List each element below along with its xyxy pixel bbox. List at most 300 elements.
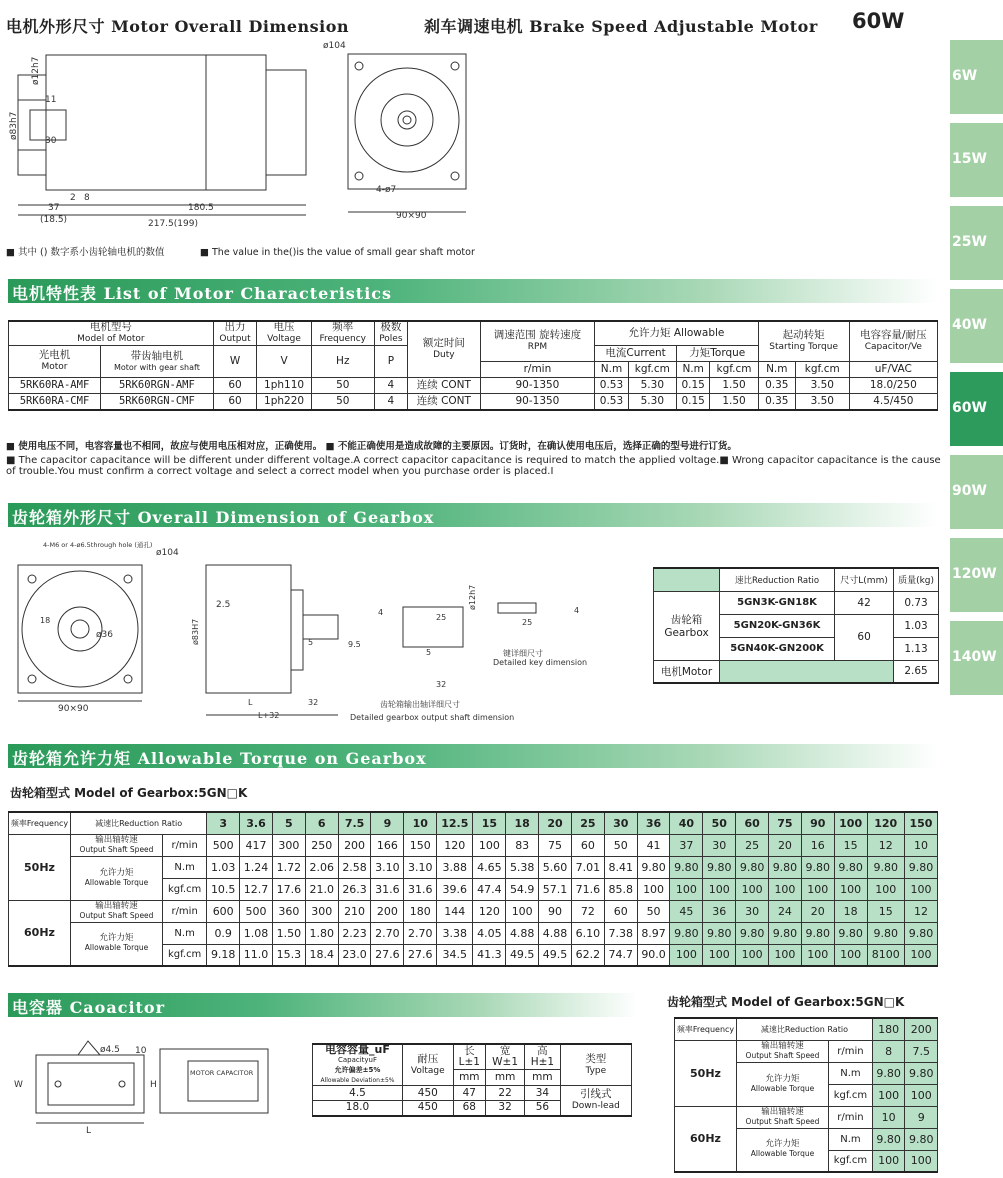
mass-row-3: 1.13 [894, 637, 939, 660]
ratio-6: 6 [305, 812, 338, 834]
cell-kgf: 100 [670, 944, 703, 966]
cell-nm: 9.80 [670, 922, 703, 944]
ratio-30: 30 [604, 812, 637, 834]
h-output: 出力 Output [213, 321, 256, 346]
cell-nm: 9.80 [736, 922, 769, 944]
char-rpm: 90-1350 [480, 394, 595, 410]
u-mm3: mm [525, 1069, 560, 1085]
char-c2: 5.30 [628, 378, 676, 394]
cell-nm: 1.80 [305, 922, 338, 944]
cell-kgf: 100 [904, 878, 937, 900]
cell-rpm: 15 [834, 834, 867, 856]
cell-rpm: 166 [371, 834, 404, 856]
cell-nm: 2.70 [371, 922, 404, 944]
cell-nm: 9.80 [905, 1128, 938, 1150]
table-row [675, 1040, 938, 1062]
h-model: 电机型号 Model of Motor [9, 321, 214, 346]
cell-rpm: 30 [703, 834, 736, 856]
cell-kgf: 26.3 [338, 878, 371, 900]
cell-rpm: 120 [437, 834, 473, 856]
cell-rpm: 60 [571, 834, 604, 856]
cell-nm: 1.24 [240, 856, 273, 878]
cell-rpm: 12 [904, 900, 937, 922]
dim-217-5: 217.5(199) [148, 219, 198, 229]
cell-rpm: 24 [769, 900, 802, 922]
u-kgf1: kgf.cm [628, 362, 676, 378]
cell-kgf: 31.6 [371, 878, 404, 900]
char-c2: 5.30 [628, 394, 676, 410]
cell-nm: 9.80 [867, 922, 904, 944]
dim-4-d7: 4-ø7 [376, 185, 397, 195]
cell-nm: 9.80 [872, 1128, 905, 1150]
note-small-gear-en: ■ The value in the()is the value of small gear shaft motor [200, 247, 475, 258]
dim-11: 11 [45, 95, 57, 105]
freq-f50: 50Hz [675, 1040, 737, 1106]
cell-nm: 1.03 [207, 856, 240, 878]
table-row [9, 394, 938, 410]
cell-rpm: 500 [240, 900, 273, 922]
h-frequency: 频率Frequency [9, 812, 71, 834]
label-speed: 输出轴转速 Output Shaft Speed [737, 1040, 829, 1062]
cell-rpm: 50 [604, 834, 637, 856]
cell-kgf: 47.4 [473, 878, 506, 900]
ratio-25: 25 [571, 812, 604, 834]
gearbox-label: 齿轮箱 Gearbox [654, 591, 720, 660]
torque-table-2 [674, 1017, 938, 1173]
cell-rpm: 10 [872, 1106, 905, 1128]
cell-rpm: 300 [305, 900, 338, 922]
capacitor-front-shape [36, 1055, 144, 1113]
label-speed: 输出轴转速 Output Shaft Speed [737, 1106, 829, 1128]
ratio-12.5: 12.5 [437, 812, 473, 834]
dim-d83h7: ø83h7 [9, 111, 19, 140]
h-frequency: 频率Frequency [675, 1018, 737, 1040]
cell-rpm: 83 [506, 834, 539, 856]
cell-rpm: 15 [867, 900, 904, 922]
cell-kgf: 49.5 [539, 944, 572, 966]
unit-rpm: r/min [163, 900, 207, 922]
mass-row-1: 0.73 [894, 591, 939, 614]
cell-kgf: 100 [905, 1084, 938, 1106]
h-ratio: 减速比Reduction Ratio [71, 812, 207, 834]
cell-nm: 4.88 [506, 922, 539, 944]
table-row [675, 1106, 938, 1128]
dim-holes: 4-M6 or 4-ø6.5through hole (通孔) [43, 541, 153, 549]
dim-key-4b: 4 [574, 606, 580, 615]
ratio-90: 90 [801, 812, 834, 834]
cell-rpm: 250 [305, 834, 338, 856]
cell-kgf: 100 [872, 1150, 905, 1172]
dim-L32: L+32 [258, 711, 280, 720]
cell-nm: 9.80 [801, 856, 834, 878]
label-torque: 允许力矩 Allowable Torque [71, 922, 163, 966]
cell-rpm: 100 [473, 834, 506, 856]
motor-capacitor-label: MOTOR CAPACITOR [190, 1069, 254, 1077]
cell-kgf: 100 [834, 944, 867, 966]
table-row [9, 900, 938, 922]
char-rpm: 90-1350 [480, 378, 595, 394]
cell-rpm: 25 [736, 834, 769, 856]
h-cap-w: 宽 W±1 [486, 1044, 525, 1069]
unit-rpm: r/min [829, 1040, 873, 1062]
cell-rpm: 10 [904, 834, 937, 856]
cell-kgf: 100 [905, 1150, 938, 1172]
cap-row-1-w: 22 [486, 1086, 525, 1101]
dim-9-5: 9.5 [348, 640, 361, 649]
note-small-gear-cn: ■ 其中 () 数字系小齿轮轴电机的数值 [6, 247, 165, 258]
cell-kgf: 54.9 [506, 878, 539, 900]
dim-d36: ø36 [96, 630, 113, 640]
unit-nm: N.m [829, 1128, 873, 1150]
label-torque: 允许力矩 Allowable Torque [71, 856, 163, 900]
cell-nm: 1.08 [240, 922, 273, 944]
char-s1: 0.35 [758, 394, 795, 410]
key-detail-en: Detailed key dimension [493, 658, 588, 667]
char-v: 1ph220 [257, 394, 312, 410]
cell-rpm: 16 [801, 834, 834, 856]
cell-kgf: 41.3 [473, 944, 506, 966]
u-nm3: N.m [758, 362, 795, 378]
char-s1: 0.35 [758, 378, 795, 394]
char-v: 1ph110 [257, 378, 312, 394]
char-m1: 5RK60RA-AMF [9, 378, 101, 394]
unit-nm: N.m [829, 1062, 873, 1084]
h-ratio: 减速比Reduction Ratio [737, 1018, 873, 1040]
ratio-36: 36 [637, 812, 670, 834]
cap-row-2-c: 18.0 [313, 1101, 403, 1116]
cell-kgf: 15.3 [272, 944, 305, 966]
h-allowable: 允许力矩 Allowable [595, 321, 758, 346]
cell-kgf: 100 [904, 944, 937, 966]
h-speed: 调速范围 旋转速度 RPM [480, 321, 595, 362]
unit-rpm: r/min [829, 1106, 873, 1128]
ratio-row-2: 5GN20K-GN36K [720, 614, 835, 637]
u-kgf2: kgf.cm [710, 362, 758, 378]
gearbox-face-shape [18, 565, 142, 693]
h-current: 电流Current [595, 346, 677, 362]
char-m1: 5RK60RA-CMF [9, 394, 101, 410]
cell-kgf: 100 [736, 878, 769, 900]
cap-row-1-v: 450 [403, 1086, 454, 1101]
cell-rpm: 72 [571, 900, 604, 922]
motor-face-outer-circle [355, 68, 459, 172]
cell-kgf: 100 [769, 944, 802, 966]
cell-kgf: 100 [703, 878, 736, 900]
cap-row-2-w: 32 [486, 1101, 525, 1116]
dim-d83H7: ø83H7 [191, 618, 200, 645]
u-nm2: N.m [676, 362, 709, 378]
cell-kgf: 85.8 [604, 878, 637, 900]
table-row [9, 378, 938, 394]
cap-row-2-h: 56 [525, 1101, 560, 1116]
motor-mass: 2.65 [894, 660, 939, 683]
cell-nm: 3.10 [371, 856, 404, 878]
u-mm2: mm [486, 1069, 525, 1085]
cell-nm: 9.80 [904, 856, 937, 878]
char-hz: 50 [311, 378, 374, 394]
dim-d104: ø104 [323, 41, 346, 51]
gearbox-dimension-drawing [8, 535, 608, 725]
cell-kgf: 34.5 [437, 944, 473, 966]
cell-kgf: 18.4 [305, 944, 338, 966]
motor-flange-shape [18, 75, 46, 175]
freq-f60: 60Hz [675, 1106, 737, 1172]
size-row-2: 60 [835, 614, 894, 660]
h-cap-voltage: 耐压 Voltage [403, 1044, 454, 1086]
cell-kgf: 31.6 [404, 878, 437, 900]
h-torque: 力矩Torque [676, 346, 758, 362]
cell-nm: 3.10 [404, 856, 437, 878]
cell-kgf: 49.5 [506, 944, 539, 966]
cell-nm: 2.58 [338, 856, 371, 878]
cell-kgf: 100 [736, 944, 769, 966]
cell-kgf: 100 [637, 878, 670, 900]
cell-nm: 5.38 [506, 856, 539, 878]
sidebar-item-40w[interactable]: 40W [950, 289, 1003, 363]
char-m2: 5RK60RGN-CMF [101, 394, 214, 410]
shaft-detail-en: Detailed gearbox output shaft dimension [350, 713, 515, 722]
dim-2-5: 2.5 [216, 600, 231, 610]
torque-model-title-2: 齿轮箱型式 Model of Gearbox:5GN□K [667, 995, 905, 1009]
sidebar-item-140w[interactable]: 140W [950, 621, 1003, 695]
table-row [9, 812, 938, 834]
cap-type: 引线式 Down-lead [560, 1086, 631, 1116]
label-speed: 输出轴转速 Output Shaft Speed [71, 834, 163, 856]
cell-nm: 2.06 [305, 856, 338, 878]
motor-end-shape [266, 70, 306, 175]
char-s2: 3.50 [795, 378, 849, 394]
char-c1: 0.53 [595, 394, 628, 410]
unit-kgf: kgf.cm [163, 944, 207, 966]
cell-rpm: 600 [207, 900, 240, 922]
dim-cap-W: W [14, 1080, 23, 1090]
cell-kgf: 27.6 [371, 944, 404, 966]
h-plain-motor: 光电机 Motor [9, 346, 101, 378]
cap-row-2-v: 450 [403, 1101, 454, 1116]
char-p: 4 [374, 394, 407, 410]
dim-cap-H: H [150, 1080, 157, 1090]
cell-kgf: 23.0 [338, 944, 371, 966]
cell-kgf: 71.6 [571, 878, 604, 900]
dim-shaft-32: 32 [436, 680, 447, 689]
cell-nm: 2.23 [338, 922, 371, 944]
cell-rpm: 100 [506, 900, 539, 922]
cell-kgf: 21.0 [305, 878, 338, 900]
unit-kgf: kgf.cm [829, 1150, 873, 1172]
dim-gb-5: 5 [308, 638, 314, 647]
cell-nm: 8.97 [637, 922, 670, 944]
dim-180-5: 180.5 [188, 203, 214, 213]
dim-30: 30 [45, 136, 57, 146]
ratio-15: 15 [473, 812, 506, 834]
section-gearbox-dimension: 齿轮箱外形尺寸 Overall Dimension of Gearbox [8, 503, 938, 527]
cell-nm: 3.38 [437, 922, 473, 944]
cell-nm: 2.70 [404, 922, 437, 944]
cell-nm: 4.05 [473, 922, 506, 944]
section-capacitor: 电容器 Caoacitor [8, 993, 638, 1017]
section-characteristics: 电机特性表 List of Motor Characteristics [8, 279, 938, 303]
ratio-9: 9 [371, 812, 404, 834]
unit-nm: N.m [163, 922, 207, 944]
cell-kgf: 100 [670, 878, 703, 900]
cell-rpm: 30 [736, 900, 769, 922]
cell-nm: 9.80 [904, 922, 937, 944]
ratio-75: 75 [769, 812, 802, 834]
cell-rpm: 500 [207, 834, 240, 856]
cell-rpm: 41 [637, 834, 670, 856]
sidebar-item-15w[interactable]: 15W [950, 123, 1003, 197]
ratio-5: 5 [272, 812, 305, 834]
char-duty: 连续 CONT [408, 378, 481, 394]
cap-row-1-l: 47 [453, 1086, 485, 1101]
cell-rpm: 20 [769, 834, 802, 856]
table-row [9, 922, 938, 944]
sidebar-item-120w[interactable]: 120W [950, 538, 1003, 612]
cell-rpm: 180 [404, 900, 437, 922]
gearbox-shaft-shape [303, 615, 338, 639]
dim-key-25: 25 [522, 618, 533, 627]
cell-rpm: 45 [670, 900, 703, 922]
h-mass: 质量(kg) [894, 568, 939, 591]
capacitor-drawing [8, 1035, 288, 1135]
cell-kgf: 27.6 [404, 944, 437, 966]
ratio-50: 50 [703, 812, 736, 834]
cell-kgf: 12.7 [240, 878, 273, 900]
cell-rpm: 12 [867, 834, 904, 856]
sidebar-item-25w[interactable]: 25W [950, 206, 1003, 280]
table-row [9, 834, 938, 856]
char-w: 60 [213, 378, 256, 394]
char-t1: 0.15 [676, 378, 709, 394]
char-s2: 3.50 [795, 394, 849, 410]
cell-nm: 7.38 [604, 922, 637, 944]
ratio-20: 20 [539, 812, 572, 834]
h-poles: 极数 Poles [374, 321, 407, 346]
dim-8: 8 [84, 193, 90, 203]
unit-kgf: kgf.cm [163, 878, 207, 900]
cell-nm: 9.80 [637, 856, 670, 878]
cell-rpm: 210 [338, 900, 371, 922]
cell-kgf: 100 [867, 878, 904, 900]
h-starting: 起动转矩 Starting Torque [758, 321, 849, 362]
dim-L: L [248, 698, 253, 707]
cell-nm: 8.41 [604, 856, 637, 878]
torque-model-title: 齿轮箱型式 Model of Gearbox:5GN□K [10, 786, 248, 800]
cell-rpm: 50 [637, 900, 670, 922]
cell-nm: 9.80 [769, 856, 802, 878]
cell-nm: 9.80 [834, 856, 867, 878]
unit-rpm: r/min [163, 834, 207, 856]
dim-shaft-5: 5 [426, 648, 432, 657]
header-title-left: 电机外形尺寸 Motor Overall Dimension [6, 17, 350, 36]
char-hz: 50 [311, 394, 374, 410]
h-cap-type: 类型 Type [560, 1044, 631, 1086]
ratio-10: 10 [404, 812, 437, 834]
cell-nm: 4.65 [473, 856, 506, 878]
cell-rpm: 8 [872, 1040, 905, 1062]
cell-nm: 3.88 [437, 856, 473, 878]
dim-18-5: (18.5) [40, 215, 68, 225]
motor-characteristics-table [8, 320, 938, 411]
shaft-detail-cn: 齿轮箱输出轴详细尺寸 [380, 700, 460, 709]
cell-kgf: 100 [872, 1084, 905, 1106]
cell-kgf: 11.0 [240, 944, 273, 966]
cell-nm: 1.72 [272, 856, 305, 878]
char-duty: 连续 CONT [408, 394, 481, 410]
cell-nm: 9.80 [834, 922, 867, 944]
dim-d12h7-gb: ø12h7 [468, 584, 477, 610]
cell-nm: 9.80 [801, 922, 834, 944]
dim-cap-L: L [86, 1126, 92, 1135]
gearbox-side-shape [206, 565, 291, 693]
cell-nm: 9.80 [670, 856, 703, 878]
ratio-3.6: 3.6 [240, 812, 273, 834]
ratio-60: 60 [736, 812, 769, 834]
ratio-200: 200 [905, 1018, 938, 1040]
cell-nm: 5.60 [539, 856, 572, 878]
ratio-3: 3 [207, 812, 240, 834]
dim-2: 2 [70, 193, 76, 203]
u-v: V [257, 346, 312, 378]
dim-cap-d4-5: ø4.5 [100, 1045, 120, 1055]
cell-kgf: 8100 [867, 944, 904, 966]
dim-37: 37 [48, 203, 60, 213]
h-capacitor: 电容容量/耐压 Capacitor/Ve [849, 321, 937, 362]
char-m2: 5RK60RGN-AMF [101, 378, 214, 394]
freq-f50: 50Hz [9, 834, 71, 900]
h-voltage: 电压 Voltage [257, 321, 312, 346]
table-row [9, 856, 938, 878]
cell-kgf: 100 [834, 878, 867, 900]
ratio-row-3: 5GN40K-GN200K [720, 637, 835, 660]
freq-f60: 60Hz [9, 900, 71, 966]
gearbox-weight-table [653, 567, 939, 684]
cell-kgf: 62.2 [571, 944, 604, 966]
ratio-row-1: 5GN3K-GN18K [720, 591, 835, 614]
unit-kgf: kgf.cm [829, 1084, 873, 1106]
dim-90x90: 90×90 [396, 211, 427, 221]
dim-shaft-25: 25 [436, 613, 447, 622]
u-rmin: r/min [480, 362, 595, 378]
cell-kgf: 17.6 [272, 878, 305, 900]
sidebar-item-6w[interactable]: 6W [950, 40, 1003, 114]
cell-nm: 9.80 [905, 1062, 938, 1084]
cell-nm: 9.80 [867, 856, 904, 878]
u-mm1: mm [453, 1069, 485, 1085]
h-cap-h: 高 H±1 [525, 1044, 560, 1069]
cell-rpm: 150 [404, 834, 437, 856]
cell-nm: 4.88 [539, 922, 572, 944]
cell-rpm: 200 [371, 900, 404, 922]
cap-row-1-h: 34 [525, 1086, 560, 1101]
char-t1: 0.15 [676, 394, 709, 410]
sidebar-item-60w[interactable]: 60W [950, 372, 1003, 446]
char-t2: 1.50 [710, 378, 758, 394]
cell-rpm: 20 [801, 900, 834, 922]
ratio-150: 150 [904, 812, 937, 834]
char-cap: 18.0/250 [849, 378, 937, 394]
header-power: 60W [852, 9, 905, 33]
motor-body-shape [46, 55, 206, 190]
cell-rpm: 7.5 [905, 1040, 938, 1062]
cell-rpm: 9 [905, 1106, 938, 1128]
cell-rpm: 120 [473, 900, 506, 922]
cell-kgf: 39.6 [437, 878, 473, 900]
cell-kgf: 100 [801, 944, 834, 966]
label-torque: 允许力矩 Allowable Torque [737, 1062, 829, 1106]
dim-gb-d104: ø104 [156, 548, 179, 558]
sidebar-item-90w[interactable]: 90W [950, 455, 1003, 529]
